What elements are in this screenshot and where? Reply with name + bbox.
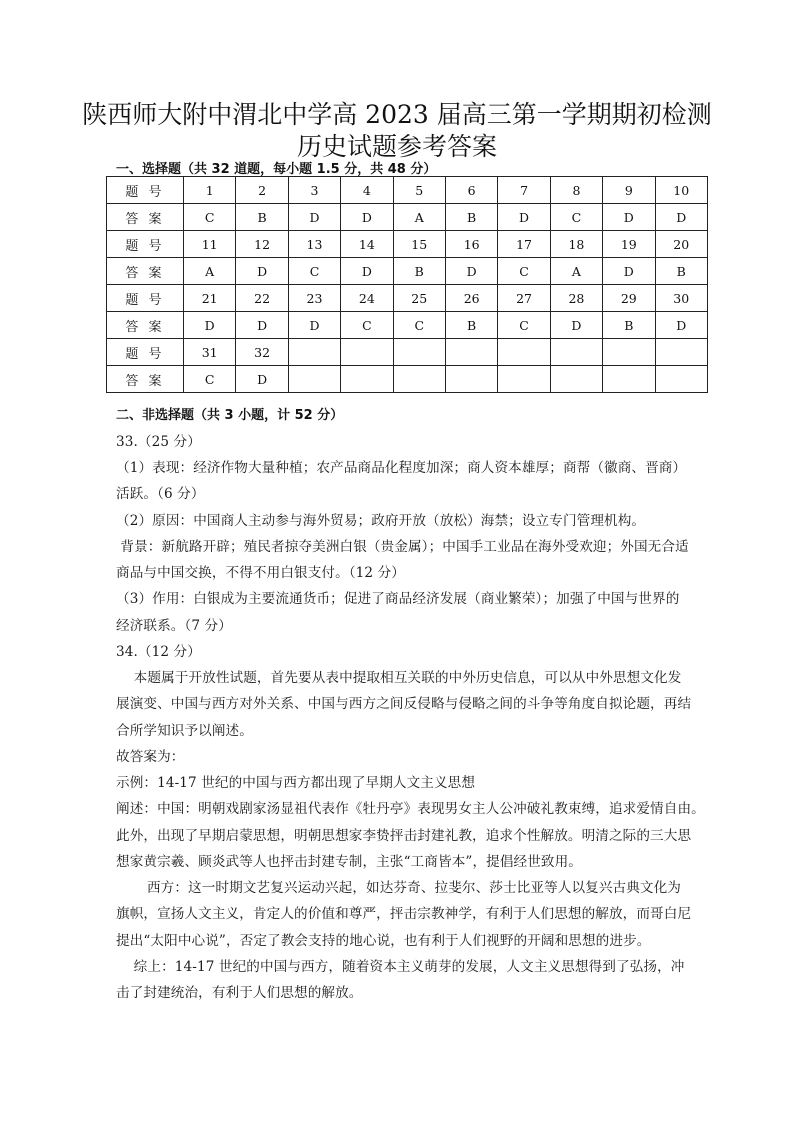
answer-cell: A [393, 204, 445, 231]
answer-text-line: 展演变、中国与西方对外关系、中国与西方之间反侵略与侵略之间的斗争等角度自拟论题，再结 [116, 696, 692, 712]
answer-row [107, 312, 708, 339]
answer-cell: D [655, 204, 707, 231]
question-number-cell [341, 339, 393, 366]
question-number-cell: 7 [498, 177, 550, 204]
answer-table [106, 176, 708, 393]
answer-cell: C [184, 204, 236, 231]
answer-cell [341, 366, 393, 393]
answer-cell: D [603, 204, 655, 231]
answer-text-line: 经济联系。（7 分） [116, 618, 232, 634]
answer-cell: C [550, 204, 602, 231]
answer-text-line: 34.（12 分） [116, 644, 201, 660]
answer-text-line: 此外，出现了早期启蒙思想，明朝思想家李贽抨击封建礼教，追求个性解放。明清之际的三大思 [116, 828, 692, 844]
question-number-cell: 10 [655, 177, 707, 204]
question-number-cell: 29 [603, 285, 655, 312]
answer-cell: D [236, 312, 288, 339]
answer-cell: C [393, 312, 445, 339]
question-number-cell: 31 [184, 339, 236, 366]
answer-cell: D [288, 204, 340, 231]
question-number-cell: 17 [498, 231, 550, 258]
answer-label: 答 案 [107, 312, 184, 339]
question-number-cell [655, 339, 707, 366]
question-number-cell: 14 [341, 231, 393, 258]
question-number-cell [393, 339, 445, 366]
question-number-cell: 28 [550, 285, 602, 312]
question-number-cell: 12 [236, 231, 288, 258]
answer-cell: D [236, 258, 288, 285]
document-subtitle: 历史试题参考答案 [296, 132, 497, 161]
question-number-row [107, 339, 708, 366]
answer-text-line: 想家黄宗羲、顾炎武等人也抨击封建专制，主张“工商皆本”，提倡经世致用。 [116, 854, 582, 870]
question-number-cell [550, 339, 602, 366]
question-number-cell: 2 [236, 177, 288, 204]
answer-cell: D [184, 312, 236, 339]
question-number-cell: 27 [498, 285, 550, 312]
answer-cell: D [498, 204, 550, 231]
answer-cell [445, 366, 497, 393]
answer-text-line: 商品与中国交换，不得不用白银支付。（12 分） [116, 565, 405, 581]
question-number-cell [445, 339, 497, 366]
question-number-cell: 32 [236, 339, 288, 366]
answer-text-line: 西方：这一时期文艺复兴运动兴起，如达芬奇、拉斐尔、莎士比亚等人以复兴古典文化为 [116, 880, 682, 896]
answer-text-line: （3）作用：白银成为主要流通货币；促进了商品经济发展（商业繁荣）；加强了中国与世界的 [116, 591, 680, 607]
question-number-label: 题 号 [107, 231, 184, 258]
section-heading-choice: 一、选择题（共 32 道题，每小题 1.5 分，共 48 分） [116, 162, 437, 177]
question-number-cell: 23 [288, 285, 340, 312]
question-number-cell [603, 339, 655, 366]
answer-text-line: 合所学知识予以阐述。 [116, 723, 253, 739]
answer-cell: B [445, 204, 497, 231]
answer-cell: C [498, 312, 550, 339]
question-number-cell: 26 [445, 285, 497, 312]
answer-cell: B [603, 312, 655, 339]
answer-cell [393, 366, 445, 393]
question-number-cell: 16 [445, 231, 497, 258]
answer-text-line: 故答案为： [116, 749, 185, 765]
question-number-cell: 18 [550, 231, 602, 258]
answer-cell: D [288, 312, 340, 339]
answer-cell: B [236, 204, 288, 231]
answer-text-line: 提出“太阳中心说”，否定了教会支持的地心说，也有利于人们视野的开阔和思想的进步。 [116, 933, 651, 949]
question-number-label: 题 号 [107, 339, 184, 366]
question-number-cell: 24 [341, 285, 393, 312]
answer-label: 答 案 [107, 258, 184, 285]
answer-cell [498, 366, 550, 393]
answer-cell: A [550, 258, 602, 285]
answer-cell: C [288, 258, 340, 285]
question-number-cell: 30 [655, 285, 707, 312]
answer-cell: C [341, 312, 393, 339]
question-number-cell: 9 [603, 177, 655, 204]
question-number-cell: 8 [550, 177, 602, 204]
answer-text-line: 背景：新航路开辟；殖民者掠夺美洲白银（贵金属）；中国手工业品在海外受欢迎；外国无合适 [116, 539, 689, 555]
answer-text-line: 33.（25 分） [116, 434, 201, 450]
question-number-cell: 1 [184, 177, 236, 204]
answer-row [107, 258, 708, 285]
question-number-cell: 21 [184, 285, 236, 312]
answer-cell: D [341, 204, 393, 231]
question-number-cell [288, 339, 340, 366]
answer-cell: B [445, 312, 497, 339]
answer-cell [288, 366, 340, 393]
answer-row [107, 366, 708, 393]
question-number-cell: 20 [655, 231, 707, 258]
question-number-cell: 19 [603, 231, 655, 258]
answer-cell: D [655, 312, 707, 339]
question-number-label: 题 号 [107, 177, 184, 204]
answer-label: 答 案 [107, 204, 184, 231]
answer-cell: B [393, 258, 445, 285]
answer-cell: C [184, 366, 236, 393]
question-number-cell: 22 [236, 285, 288, 312]
answer-cell: D [236, 366, 288, 393]
section-heading-non-choice: 二、非选择题（共 3 小题，计 52 分） [116, 408, 344, 423]
answer-text-line: 综上：14-17 世纪的中国与西方，随着资本主义萌芽的发展，人文主义思想得到了弘扬，冲 [116, 959, 685, 975]
answer-text-line: 活跃。（6 分） [116, 486, 205, 502]
answer-cell [550, 366, 602, 393]
question-number-row [107, 285, 708, 312]
question-number-cell: 25 [393, 285, 445, 312]
answer-text-line: 旗帜，宣扬人文主义，肯定人的价值和尊严，抨击宗教神学，有利于人们思想的解放，而哥白尼 [116, 906, 692, 922]
answer-cell: B [655, 258, 707, 285]
question-number-cell [498, 339, 550, 366]
answer-row [107, 204, 708, 231]
question-number-cell: 4 [341, 177, 393, 204]
answer-cell: A [184, 258, 236, 285]
answer-label: 答 案 [107, 366, 184, 393]
question-number-cell: 6 [445, 177, 497, 204]
answer-cell [603, 366, 655, 393]
answer-cell: D [603, 258, 655, 285]
answer-text-line: 本题属于开放性试题，首先要从表中提取相互关联的中外历史信息，可以从中外思想文化发 [116, 670, 682, 686]
question-number-row [107, 177, 708, 204]
question-number-cell: 3 [288, 177, 340, 204]
question-number-label: 题 号 [107, 285, 184, 312]
answer-text-line: （1）表现：经济作物大量种植；农产品商品化程度加深；商人资本雄厚；商帮（徽商、晋商） [116, 460, 687, 476]
question-number-cell: 15 [393, 231, 445, 258]
answer-text-line: 阐述：中国：明朝戏剧家汤显祖代表作《牡丹亭》表现男女主人公冲破礼教束缚，追求爱情自由。 [116, 801, 705, 817]
answer-cell: C [498, 258, 550, 285]
question-number-row [107, 231, 708, 258]
answer-text-line: 示例：14-17 世纪的中国与西方都出现了早期人文主义思想 [116, 775, 476, 791]
answer-cell: D [550, 312, 602, 339]
answer-text-line: （2）原因：中国商人主动参与海外贸易；政府开放（放松）海禁；设立专门管理机构。 [116, 513, 646, 529]
answer-cell [655, 366, 707, 393]
question-number-cell: 5 [393, 177, 445, 204]
answer-text-line: 击了封建统治，有利于人们思想的解放。 [116, 985, 363, 1001]
answer-cell: D [341, 258, 393, 285]
question-number-cell: 11 [184, 231, 236, 258]
answer-cell: D [445, 258, 497, 285]
document-title: 陕西师大附中渭北中学高 2023 届高三第一学期期初检测 [82, 100, 712, 129]
question-number-cell: 13 [288, 231, 340, 258]
